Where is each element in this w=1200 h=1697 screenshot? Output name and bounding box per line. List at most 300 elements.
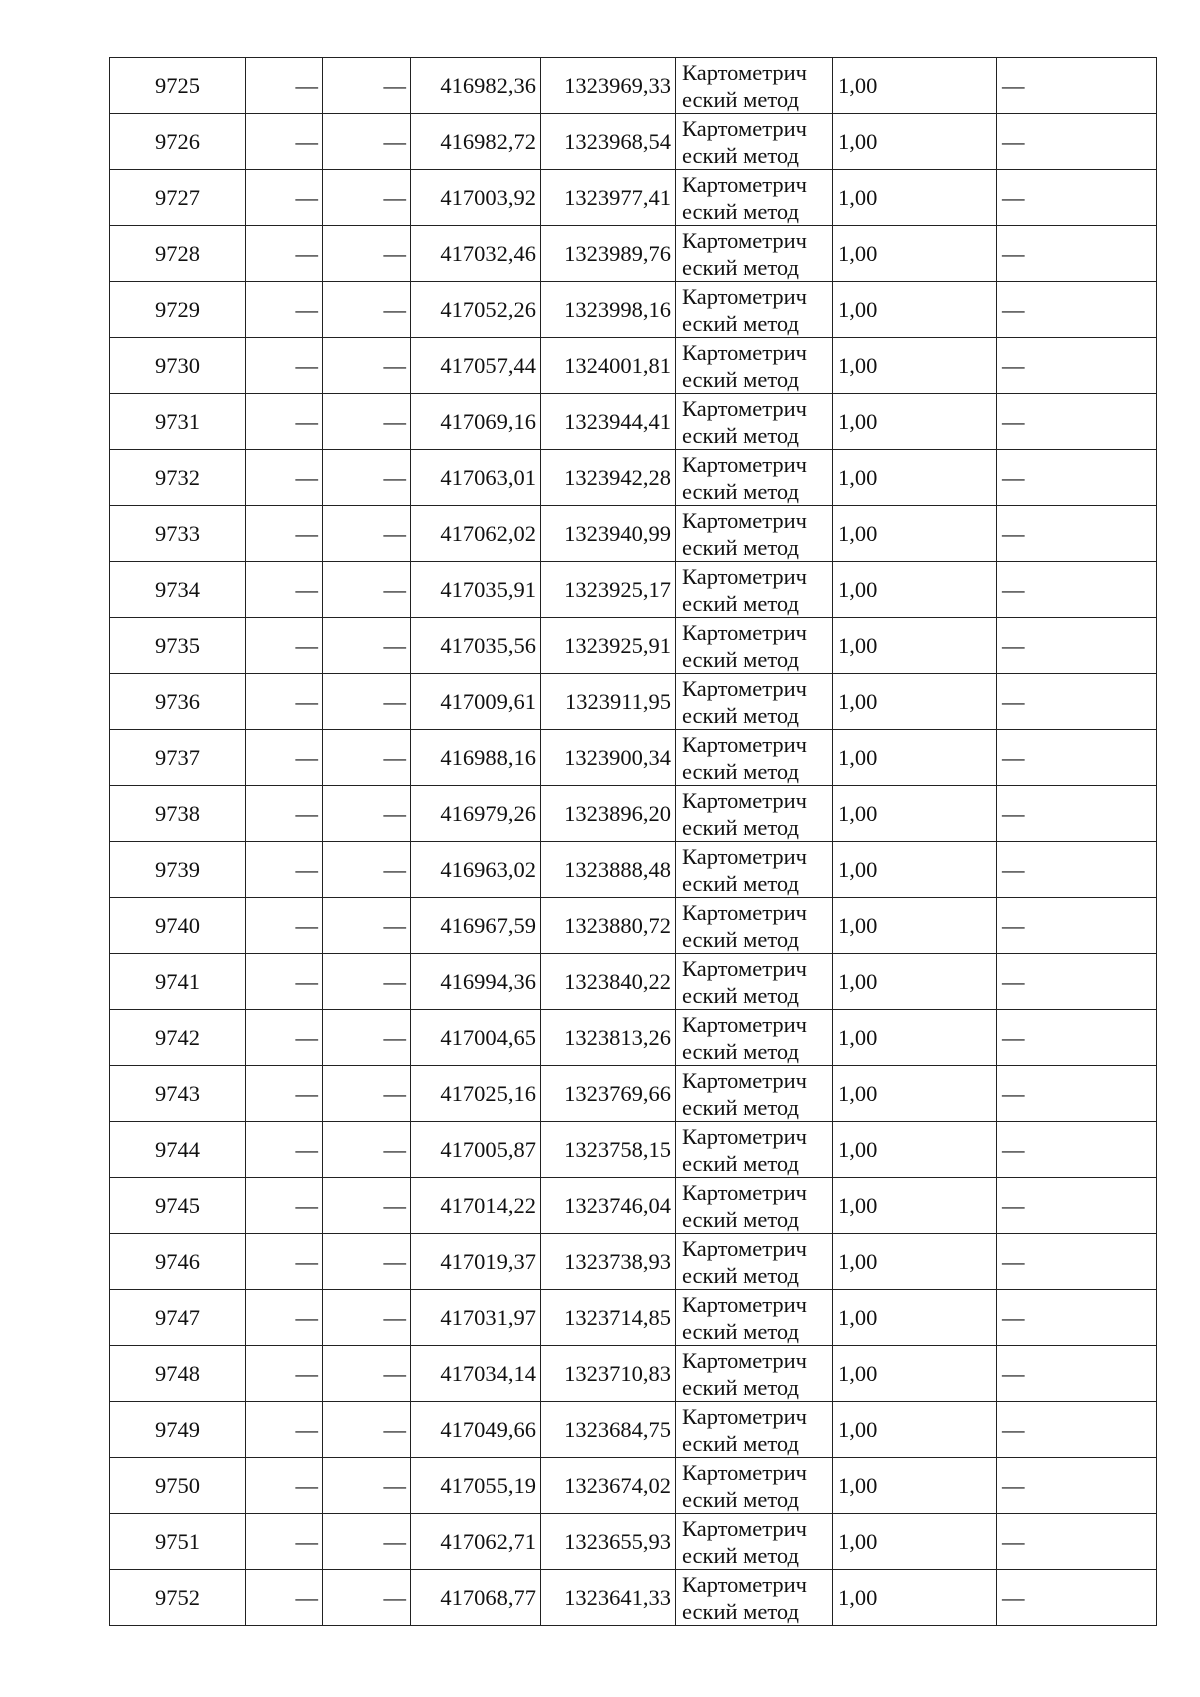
empty-value-cell: — [997, 898, 1157, 954]
method-text-line-2: еский метод [682, 926, 799, 952]
method-text-line-1: Картометрич [682, 731, 807, 757]
method-cell [676, 730, 833, 786]
empty-value-cell: — [323, 170, 411, 226]
y-coordinate-cell: 1323655,93 [541, 1514, 676, 1570]
empty-value-cell: — [323, 1234, 411, 1290]
precision-cell: 1,00 [833, 114, 997, 170]
table-row [110, 898, 1157, 954]
empty-value-cell: — [997, 226, 1157, 282]
empty-value-cell: — [246, 1290, 323, 1346]
empty-value-cell: — [997, 1570, 1157, 1626]
method-cell [676, 170, 833, 226]
method-text-line-1: Картометрич [682, 563, 807, 589]
method-text-line-2: еский метод [682, 1206, 799, 1232]
empty-value-cell: — [246, 394, 323, 450]
method-text-line-2: еский метод [682, 366, 799, 392]
y-coordinate-cell: 1323888,48 [541, 842, 676, 898]
empty-value-cell: — [997, 1402, 1157, 1458]
table-row [110, 226, 1157, 282]
empty-value-cell: — [323, 1514, 411, 1570]
point-number-cell: 9749 [110, 1402, 246, 1458]
method-text-line-1: Картометрич [682, 1011, 807, 1037]
method-text-line-1: Картометрич [682, 955, 807, 981]
method-cell [676, 450, 833, 506]
y-coordinate-cell: 1323998,16 [541, 282, 676, 338]
method-text-line-1: Картометрич [682, 899, 807, 925]
empty-value-cell: — [246, 1514, 323, 1570]
point-number-cell: 9733 [110, 506, 246, 562]
method-text-line-2: еский метод [682, 646, 799, 672]
method-text-line-1: Картометрич [682, 395, 807, 421]
empty-value-cell: — [323, 1570, 411, 1626]
method-cell [676, 618, 833, 674]
method-cell [676, 898, 833, 954]
point-number-cell: 9731 [110, 394, 246, 450]
empty-value-cell: — [323, 1402, 411, 1458]
precision-cell: 1,00 [833, 1010, 997, 1066]
y-coordinate-cell: 1323942,28 [541, 450, 676, 506]
empty-value-cell: — [997, 786, 1157, 842]
empty-value-cell: — [997, 1178, 1157, 1234]
precision-cell: 1,00 [833, 58, 997, 114]
empty-value-cell: — [997, 282, 1157, 338]
point-number-cell: 9726 [110, 114, 246, 170]
method-text-line-1: Картометрич [682, 1235, 807, 1261]
x-coordinate-cell: 416982,72 [411, 114, 541, 170]
point-number-cell: 9741 [110, 954, 246, 1010]
empty-value-cell: — [323, 1010, 411, 1066]
empty-value-cell: — [246, 1234, 323, 1290]
method-cell [676, 1066, 833, 1122]
y-coordinate-cell: 1323925,17 [541, 562, 676, 618]
x-coordinate-cell: 417031,97 [411, 1290, 541, 1346]
point-number-cell: 9740 [110, 898, 246, 954]
y-coordinate-cell: 1323813,26 [541, 1010, 676, 1066]
empty-value-cell: — [246, 1458, 323, 1514]
empty-value-cell: — [246, 282, 323, 338]
method-text-line-2: еский метод [682, 1374, 799, 1400]
point-number-cell: 9735 [110, 618, 246, 674]
method-cell [676, 562, 833, 618]
point-number-cell: 9745 [110, 1178, 246, 1234]
x-coordinate-cell: 416988,16 [411, 730, 541, 786]
y-coordinate-cell: 1323710,83 [541, 1346, 676, 1402]
empty-value-cell: — [323, 898, 411, 954]
precision-cell: 1,00 [833, 954, 997, 1010]
method-cell [676, 506, 833, 562]
x-coordinate-cell: 416963,02 [411, 842, 541, 898]
table-row [110, 954, 1157, 1010]
y-coordinate-cell: 1323641,33 [541, 1570, 676, 1626]
method-cell [676, 338, 833, 394]
precision-cell: 1,00 [833, 1122, 997, 1178]
method-text-line-2: еский метод [682, 702, 799, 728]
y-coordinate-cell: 1323840,22 [541, 954, 676, 1010]
point-number-cell: 9729 [110, 282, 246, 338]
empty-value-cell: — [246, 1066, 323, 1122]
point-number-cell: 9742 [110, 1010, 246, 1066]
y-coordinate-cell: 1323746,04 [541, 1178, 676, 1234]
y-coordinate-cell: 1323969,33 [541, 58, 676, 114]
table-row [110, 506, 1157, 562]
method-text-line-1: Картометрич [682, 283, 807, 309]
point-number-cell: 9752 [110, 1570, 246, 1626]
method-text-line-2: еский метод [682, 1486, 799, 1512]
method-cell [676, 1122, 833, 1178]
method-cell [676, 1234, 833, 1290]
table-row [110, 1290, 1157, 1346]
method-text-line-2: еский метод [682, 1318, 799, 1344]
table-row [110, 1010, 1157, 1066]
y-coordinate-cell: 1323925,91 [541, 618, 676, 674]
point-number-cell: 9748 [110, 1346, 246, 1402]
empty-value-cell: — [997, 58, 1157, 114]
empty-value-cell: — [246, 1346, 323, 1402]
method-cell [676, 1458, 833, 1514]
precision-cell: 1,00 [833, 1514, 997, 1570]
empty-value-cell: — [323, 226, 411, 282]
x-coordinate-cell: 416967,59 [411, 898, 541, 954]
x-coordinate-cell: 417004,65 [411, 1010, 541, 1066]
point-number-cell: 9738 [110, 786, 246, 842]
point-number-cell: 9730 [110, 338, 246, 394]
y-coordinate-cell: 1323977,41 [541, 170, 676, 226]
empty-value-cell: — [246, 786, 323, 842]
table-row [110, 842, 1157, 898]
table-row [110, 730, 1157, 786]
empty-value-cell: — [997, 450, 1157, 506]
method-cell [676, 954, 833, 1010]
precision-cell: 1,00 [833, 730, 997, 786]
method-text-line-1: Картометрич [682, 675, 807, 701]
empty-value-cell: — [323, 1066, 411, 1122]
table-row [110, 58, 1157, 114]
empty-value-cell: — [323, 1122, 411, 1178]
empty-value-cell: — [997, 1010, 1157, 1066]
table-row [110, 394, 1157, 450]
empty-value-cell: — [997, 506, 1157, 562]
method-text-line-2: еский метод [682, 1094, 799, 1120]
point-number-cell: 9751 [110, 1514, 246, 1570]
y-coordinate-cell: 1323880,72 [541, 898, 676, 954]
empty-value-cell: — [246, 114, 323, 170]
method-text-line-1: Картометрич [682, 59, 807, 85]
precision-cell: 1,00 [833, 1570, 997, 1626]
coordinates-table [109, 57, 1157, 1626]
precision-cell: 1,00 [833, 338, 997, 394]
empty-value-cell: — [997, 394, 1157, 450]
empty-value-cell: — [323, 842, 411, 898]
point-number-cell: 9734 [110, 562, 246, 618]
empty-value-cell: — [246, 450, 323, 506]
method-cell [676, 1010, 833, 1066]
point-number-cell: 9736 [110, 674, 246, 730]
empty-value-cell: — [246, 842, 323, 898]
table-row [110, 1570, 1157, 1626]
point-number-cell: 9725 [110, 58, 246, 114]
precision-cell: 1,00 [833, 226, 997, 282]
point-number-cell: 9728 [110, 226, 246, 282]
method-cell [676, 1402, 833, 1458]
table-row [110, 1066, 1157, 1122]
empty-value-cell: — [323, 394, 411, 450]
method-cell [676, 58, 833, 114]
x-coordinate-cell: 416982,36 [411, 58, 541, 114]
table-row [110, 1234, 1157, 1290]
precision-cell: 1,00 [833, 1346, 997, 1402]
x-coordinate-cell: 417063,01 [411, 450, 541, 506]
method-text-line-1: Картометрич [682, 1571, 807, 1597]
point-number-cell: 9739 [110, 842, 246, 898]
x-coordinate-cell: 417032,46 [411, 226, 541, 282]
method-text-line-2: еский метод [682, 254, 799, 280]
precision-cell: 1,00 [833, 898, 997, 954]
empty-value-cell: — [323, 1346, 411, 1402]
method-text-line-1: Картометрич [682, 115, 807, 141]
point-number-cell: 9743 [110, 1066, 246, 1122]
table-row [110, 786, 1157, 842]
x-coordinate-cell: 417068,77 [411, 1570, 541, 1626]
precision-cell: 1,00 [833, 394, 997, 450]
empty-value-cell: — [997, 842, 1157, 898]
method-text-line-1: Картометрич [682, 1403, 807, 1429]
y-coordinate-cell: 1323758,15 [541, 1122, 676, 1178]
precision-cell: 1,00 [833, 842, 997, 898]
y-coordinate-cell: 1323674,02 [541, 1458, 676, 1514]
y-coordinate-cell: 1323738,93 [541, 1234, 676, 1290]
x-coordinate-cell: 416979,26 [411, 786, 541, 842]
table-row [110, 170, 1157, 226]
method-text-line-1: Картометрич [682, 451, 807, 477]
precision-cell: 1,00 [833, 1234, 997, 1290]
table-row [110, 282, 1157, 338]
method-text-line-2: еский метод [682, 1598, 799, 1624]
empty-value-cell: — [997, 1234, 1157, 1290]
table-row [110, 562, 1157, 618]
empty-value-cell: — [246, 338, 323, 394]
point-number-cell: 9744 [110, 1122, 246, 1178]
method-text-line-2: еский метод [682, 590, 799, 616]
method-cell [676, 674, 833, 730]
x-coordinate-cell: 417014,22 [411, 1178, 541, 1234]
x-coordinate-cell: 417009,61 [411, 674, 541, 730]
x-coordinate-cell: 417034,14 [411, 1346, 541, 1402]
method-text-line-2: еский метод [682, 310, 799, 336]
empty-value-cell: — [997, 1066, 1157, 1122]
x-coordinate-cell: 417055,19 [411, 1458, 541, 1514]
empty-value-cell: — [246, 226, 323, 282]
method-text-line-1: Картометрич [682, 1347, 807, 1373]
method-text-line-1: Картометрич [682, 1291, 807, 1317]
table-row [110, 1402, 1157, 1458]
y-coordinate-cell: 1323900,34 [541, 730, 676, 786]
x-coordinate-cell: 417003,92 [411, 170, 541, 226]
method-text-line-2: еский метод [682, 1430, 799, 1456]
y-coordinate-cell: 1323911,95 [541, 674, 676, 730]
empty-value-cell: — [323, 450, 411, 506]
method-cell [676, 1178, 833, 1234]
x-coordinate-cell: 417019,37 [411, 1234, 541, 1290]
empty-value-cell: — [997, 170, 1157, 226]
y-coordinate-cell: 1324001,81 [541, 338, 676, 394]
method-text-line-2: еский метод [682, 1150, 799, 1176]
method-text-line-2: еский метод [682, 758, 799, 784]
x-coordinate-cell: 417069,16 [411, 394, 541, 450]
empty-value-cell: — [246, 1178, 323, 1234]
method-text-line-1: Картометрич [682, 339, 807, 365]
y-coordinate-cell: 1323944,41 [541, 394, 676, 450]
table-body [110, 58, 1157, 1626]
precision-cell: 1,00 [833, 562, 997, 618]
y-coordinate-cell: 1323896,20 [541, 786, 676, 842]
empty-value-cell: — [323, 1178, 411, 1234]
method-text-line-2: еский метод [682, 1262, 799, 1288]
method-cell [676, 1570, 833, 1626]
empty-value-cell: — [246, 506, 323, 562]
method-text-line-1: Картометрич [682, 1123, 807, 1149]
x-coordinate-cell: 417052,26 [411, 282, 541, 338]
empty-value-cell: — [997, 1122, 1157, 1178]
empty-value-cell: — [323, 282, 411, 338]
empty-value-cell: — [323, 1290, 411, 1346]
method-cell [676, 226, 833, 282]
table-row [110, 450, 1157, 506]
method-cell [676, 786, 833, 842]
empty-value-cell: — [997, 618, 1157, 674]
method-cell [676, 842, 833, 898]
point-number-cell: 9732 [110, 450, 246, 506]
method-text-line-1: Картометрич [682, 171, 807, 197]
method-text-line-1: Картометрич [682, 787, 807, 813]
table-row [110, 1178, 1157, 1234]
precision-cell: 1,00 [833, 1066, 997, 1122]
empty-value-cell: — [323, 954, 411, 1010]
empty-value-cell: — [246, 58, 323, 114]
empty-value-cell: — [246, 170, 323, 226]
x-coordinate-cell: 417049,66 [411, 1402, 541, 1458]
y-coordinate-cell: 1323968,54 [541, 114, 676, 170]
x-coordinate-cell: 417057,44 [411, 338, 541, 394]
method-text-line-2: еский метод [682, 534, 799, 560]
precision-cell: 1,00 [833, 282, 997, 338]
empty-value-cell: — [323, 114, 411, 170]
method-text-line-2: еский метод [682, 478, 799, 504]
x-coordinate-cell: 416994,36 [411, 954, 541, 1010]
table-row [110, 338, 1157, 394]
x-coordinate-cell: 417062,02 [411, 506, 541, 562]
empty-value-cell: — [246, 1010, 323, 1066]
empty-value-cell: — [246, 1402, 323, 1458]
empty-value-cell: — [323, 506, 411, 562]
method-text-line-2: еский метод [682, 142, 799, 168]
empty-value-cell: — [997, 1346, 1157, 1402]
precision-cell: 1,00 [833, 1458, 997, 1514]
point-number-cell: 9750 [110, 1458, 246, 1514]
precision-cell: 1,00 [833, 1290, 997, 1346]
method-text-line-2: еский метод [682, 982, 799, 1008]
method-text-line-2: еский метод [682, 870, 799, 896]
table-row [110, 618, 1157, 674]
table-row [110, 1514, 1157, 1570]
point-number-cell: 9747 [110, 1290, 246, 1346]
precision-cell: 1,00 [833, 786, 997, 842]
method-text-line-1: Картометрич [682, 1067, 807, 1093]
empty-value-cell: — [323, 562, 411, 618]
empty-value-cell: — [323, 338, 411, 394]
method-cell [676, 394, 833, 450]
empty-value-cell: — [246, 730, 323, 786]
x-coordinate-cell: 417062,71 [411, 1514, 541, 1570]
empty-value-cell: — [997, 1514, 1157, 1570]
method-text-line-1: Картометрич [682, 1515, 807, 1541]
empty-value-cell: — [323, 730, 411, 786]
table-row [110, 1458, 1157, 1514]
method-cell [676, 282, 833, 338]
x-coordinate-cell: 417035,56 [411, 618, 541, 674]
method-text-line-2: еский метод [682, 1542, 799, 1568]
empty-value-cell: — [246, 954, 323, 1010]
empty-value-cell: — [997, 954, 1157, 1010]
method-text-line-2: еский метод [682, 422, 799, 448]
empty-value-cell: — [246, 1570, 323, 1626]
precision-cell: 1,00 [833, 170, 997, 226]
point-number-cell: 9737 [110, 730, 246, 786]
empty-value-cell: — [997, 114, 1157, 170]
method-text-line-2: еский метод [682, 1038, 799, 1064]
precision-cell: 1,00 [833, 1178, 997, 1234]
empty-value-cell: — [246, 1122, 323, 1178]
table-row [110, 1346, 1157, 1402]
method-cell [676, 1346, 833, 1402]
y-coordinate-cell: 1323989,76 [541, 226, 676, 282]
precision-cell: 1,00 [833, 1402, 997, 1458]
empty-value-cell: — [997, 674, 1157, 730]
method-text-line-1: Картометрич [682, 227, 807, 253]
empty-value-cell: — [323, 1458, 411, 1514]
empty-value-cell: — [323, 786, 411, 842]
x-coordinate-cell: 417035,91 [411, 562, 541, 618]
table-row [110, 1122, 1157, 1178]
method-text-line-1: Картометрич [682, 1459, 807, 1485]
y-coordinate-cell: 1323769,66 [541, 1066, 676, 1122]
table-row [110, 674, 1157, 730]
method-cell [676, 1290, 833, 1346]
empty-value-cell: — [246, 562, 323, 618]
method-cell [676, 114, 833, 170]
method-text-line-1: Картометрич [682, 843, 807, 869]
empty-value-cell: — [246, 618, 323, 674]
y-coordinate-cell: 1323940,99 [541, 506, 676, 562]
precision-cell: 1,00 [833, 674, 997, 730]
method-text-line-2: еский метод [682, 86, 799, 112]
y-coordinate-cell: 1323684,75 [541, 1402, 676, 1458]
point-number-cell: 9746 [110, 1234, 246, 1290]
empty-value-cell: — [323, 618, 411, 674]
empty-value-cell: — [997, 730, 1157, 786]
empty-value-cell: — [997, 338, 1157, 394]
method-text-line-1: Картометрич [682, 507, 807, 533]
method-text-line-1: Картометрич [682, 619, 807, 645]
method-text-line-1: Картометрич [682, 1179, 807, 1205]
method-text-line-2: еский метод [682, 198, 799, 224]
empty-value-cell: — [246, 674, 323, 730]
method-text-line-2: еский метод [682, 814, 799, 840]
empty-value-cell: — [997, 562, 1157, 618]
x-coordinate-cell: 417005,87 [411, 1122, 541, 1178]
empty-value-cell: — [997, 1458, 1157, 1514]
precision-cell: 1,00 [833, 450, 997, 506]
method-cell [676, 1514, 833, 1570]
